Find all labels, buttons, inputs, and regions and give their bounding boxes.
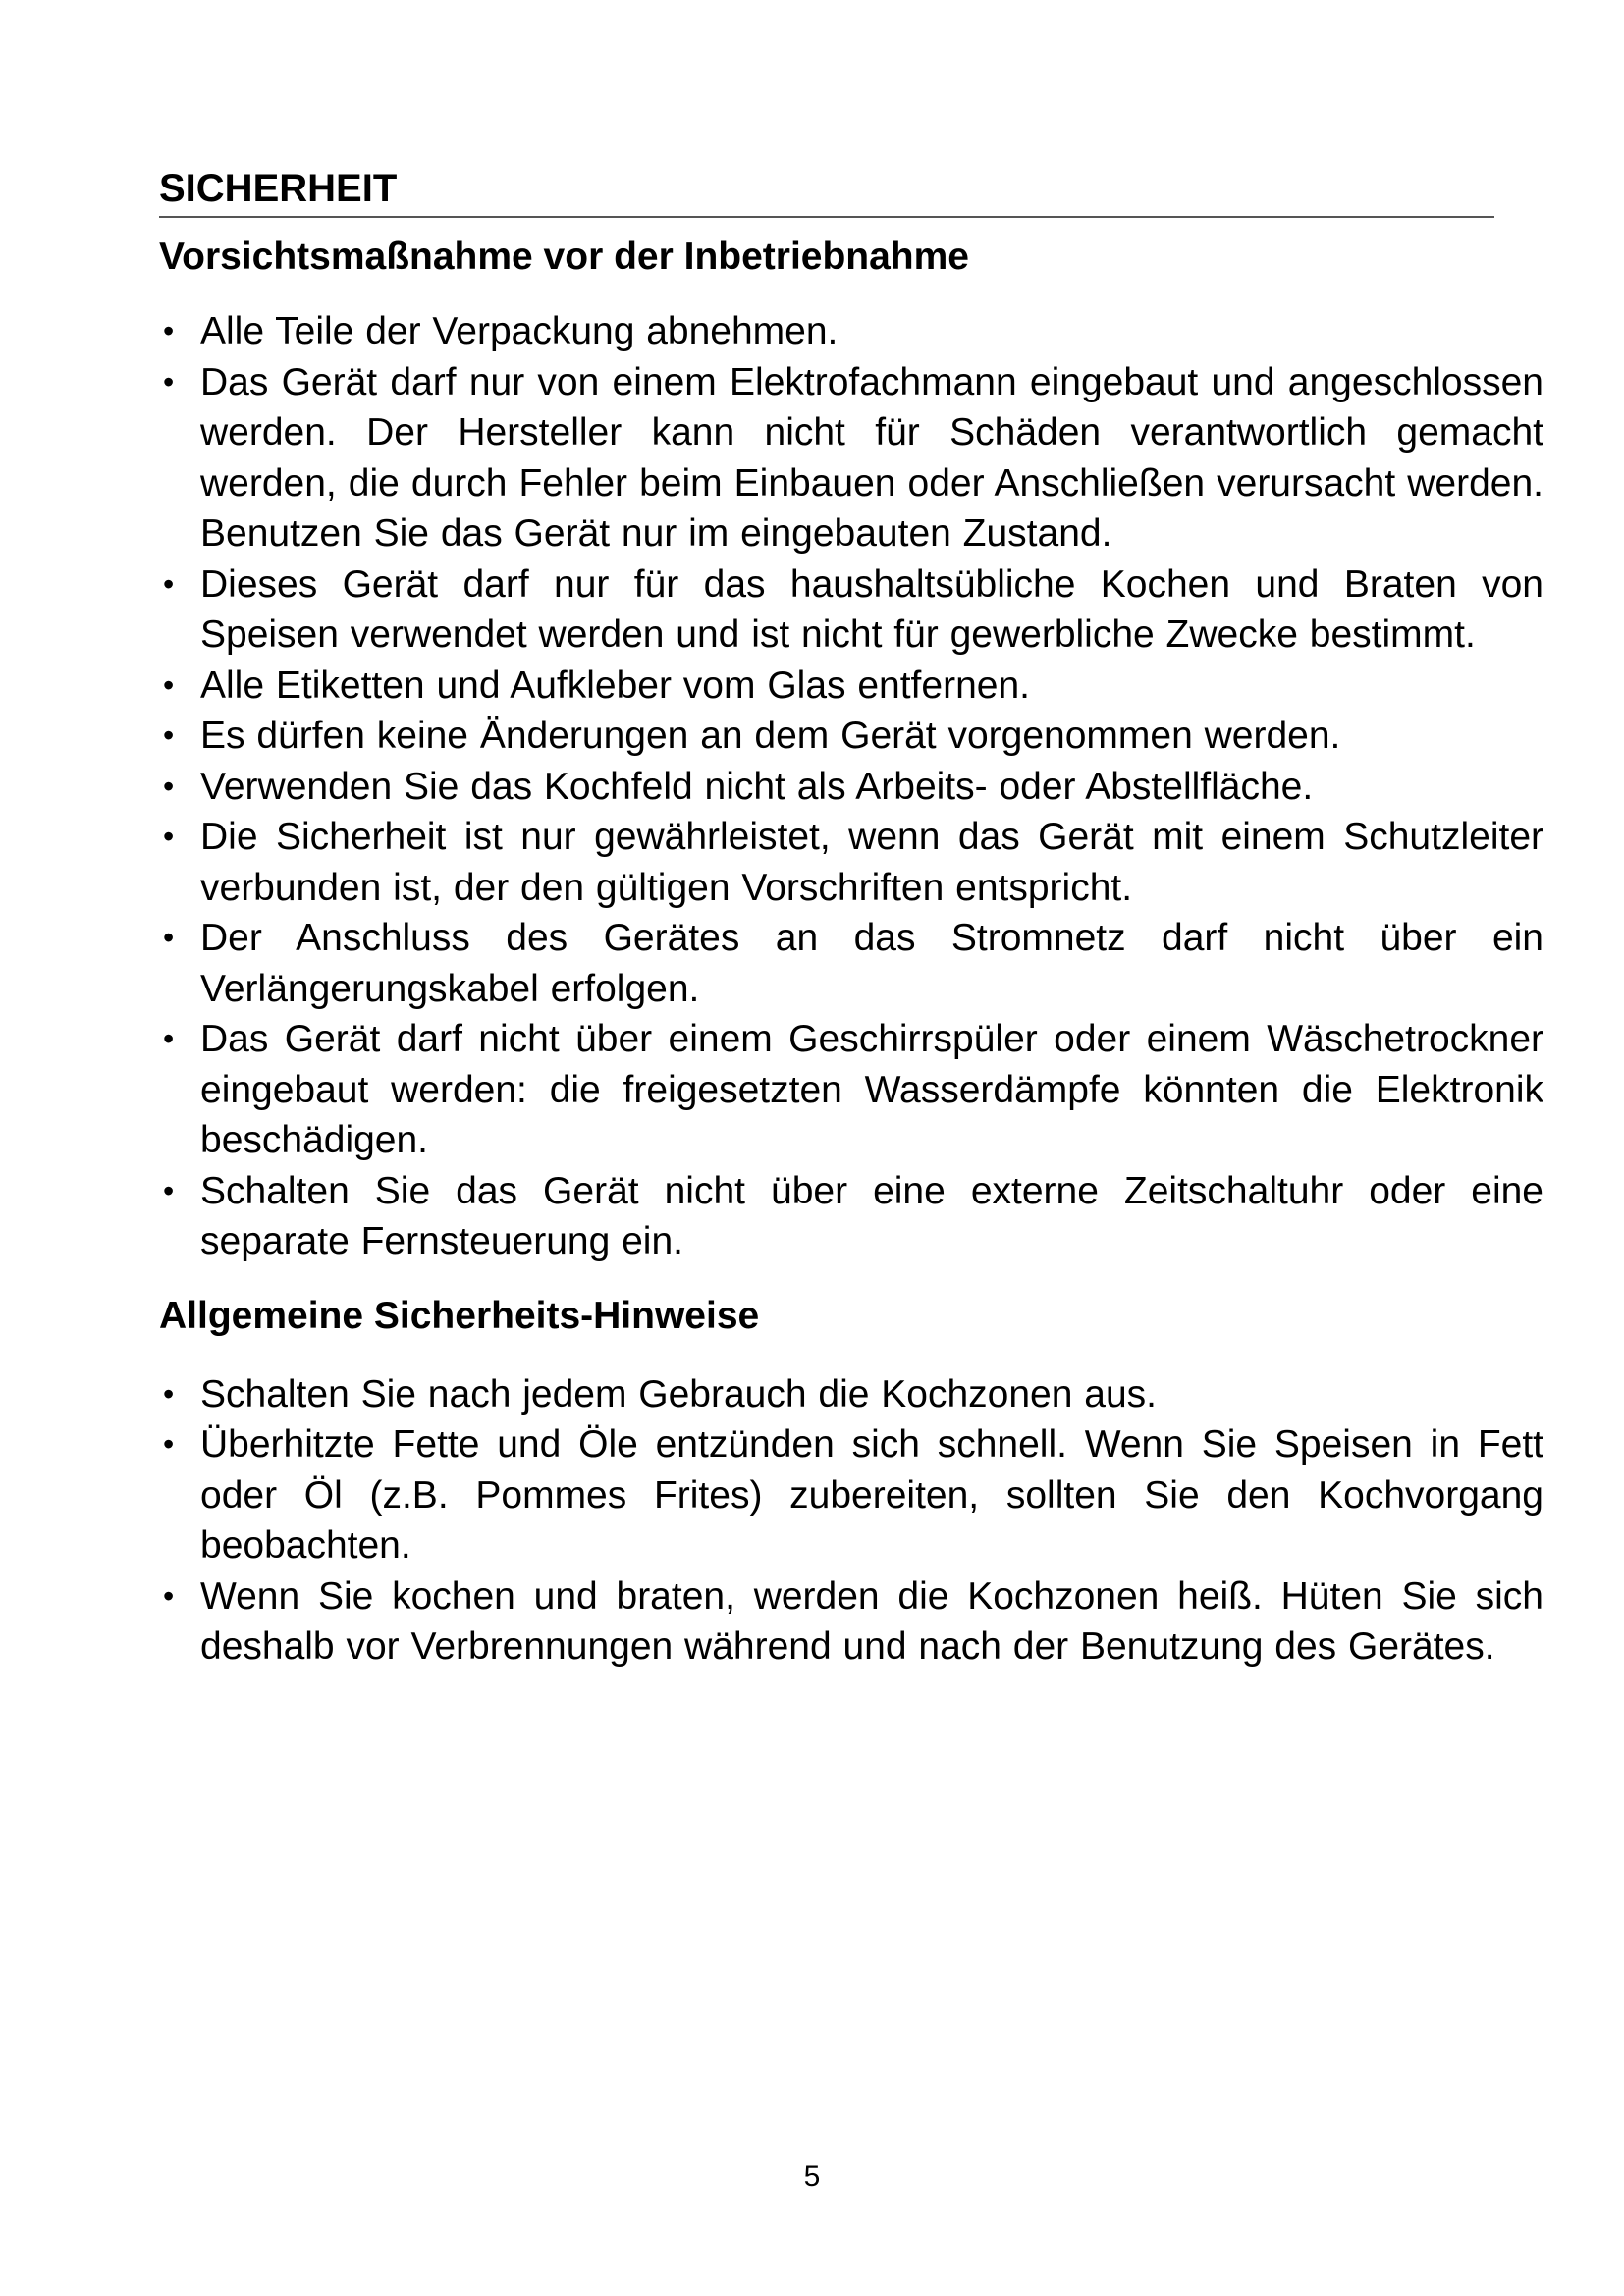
general-safety-list xyxy=(159,1369,1543,1673)
list-item-text: Schalten Sie nach jedem Gebrauch die Kochzonen aus. xyxy=(200,1372,1157,1415)
section-heading-general-safety: Allgemeine Sicherheits-Hinweise xyxy=(159,1294,760,1337)
list-item-text: Der Anschluss des Gerätes an das Stromnetz darf nicht über ein Verlängerungskabel erfolgen. xyxy=(200,917,1543,1010)
list-item xyxy=(159,711,1543,762)
list-item xyxy=(159,762,1543,813)
bullet-icon: • xyxy=(163,1577,175,1614)
list-item-text: Wenn Sie kochen und braten, werden die Kochzonen heiß. Hüten Sie sich deshalb vor Verbrennungen während und nach der Benutzung des Gerätes. xyxy=(200,1575,1543,1668)
bullet-icon: • xyxy=(163,819,175,854)
list-item-text: Es dürfen keine Änderungen an dem Gerät vorgenommen werden. xyxy=(200,715,1341,757)
list-item-text: Das Gerät darf nur von einem Elektrofachmann eingebaut und angeschlossen werden. Der Hersteller kann nicht für Schäden verantwortlich gemacht werden, die durch Fehler beim Einbauen oder Anschließen verursacht werden. Benutzen Sie das Gerät nur im eingebauten Zustand. xyxy=(200,360,1543,555)
bullet-icon: • xyxy=(163,768,175,804)
list-item-text: Schalten Sie das Gerät nicht über eine externe Zeitschaltuhr oder eine separate Fernsteuerung ein. xyxy=(200,1169,1543,1262)
section-heading-precautions: Vorsichtsmaßnahme vor der Inbetriebnahme xyxy=(159,236,969,278)
bullet-icon: • xyxy=(163,718,175,753)
list-item xyxy=(159,1369,1543,1420)
bullet-icon: • xyxy=(163,920,175,955)
list-item-text: Alle Teile der Verpackung abnehmen. xyxy=(200,310,839,352)
list-item xyxy=(159,812,1543,913)
list-item-text: Verwenden Sie das Kochfeld nicht als Arbeits- oder Abstellfläche. xyxy=(200,765,1314,808)
list-item xyxy=(159,560,1543,661)
list-item-text: Das Gerät darf nicht über einem Geschirrspüler oder einem Wäschetrockner eingebaut werden: die freigesetzten Wasserdämpfe könnten die Elektronik beschädigen. xyxy=(200,1018,1543,1161)
list-item xyxy=(159,1419,1543,1572)
list-item xyxy=(159,357,1543,560)
bullet-icon: • xyxy=(163,565,175,602)
list-item xyxy=(159,661,1543,712)
page-number: 5 xyxy=(803,2161,821,2193)
bullet-icon: • xyxy=(163,667,175,703)
bullet-icon: • xyxy=(163,313,175,348)
list-item-text: Alle Etiketten und Aufkleber vom Glas entfernen. xyxy=(200,664,1030,707)
bullet-icon: • xyxy=(163,1375,175,1412)
list-item xyxy=(159,1014,1543,1166)
list-item-text: Dieses Gerät darf nur für das haushaltsübliche Kochen und Braten von Speisen verwendet werden und ist nicht für gewerbliche Zwecke bestimmt. xyxy=(200,562,1543,656)
list-item-text: Überhitzte Fette und Öle entzünden sich schnell. Wenn Sie Speisen in Fett oder Öl (z.B. Pommes Frites) zubereiten, sollten Sie den Kochvorgang beobachten. xyxy=(200,1423,1543,1567)
precautions-list xyxy=(159,306,1543,1267)
bullet-icon: • xyxy=(163,1021,175,1056)
document-page xyxy=(159,165,1543,1673)
list-item-text: Die Sicherheit ist nur gewährleistet, wenn das Gerät mit einem Schutzleiter verbunden ist, der den gültigen Vorschriften entspricht. xyxy=(200,816,1543,909)
bullet-icon: • xyxy=(163,1426,175,1462)
list-item xyxy=(159,1166,1543,1267)
list-item xyxy=(159,306,1543,357)
page-title: SICHERHEIT xyxy=(159,165,1494,218)
list-item xyxy=(159,913,1543,1014)
list-item xyxy=(159,1572,1543,1673)
bullet-icon: • xyxy=(163,1172,175,1208)
bullet-icon: • xyxy=(163,363,175,400)
